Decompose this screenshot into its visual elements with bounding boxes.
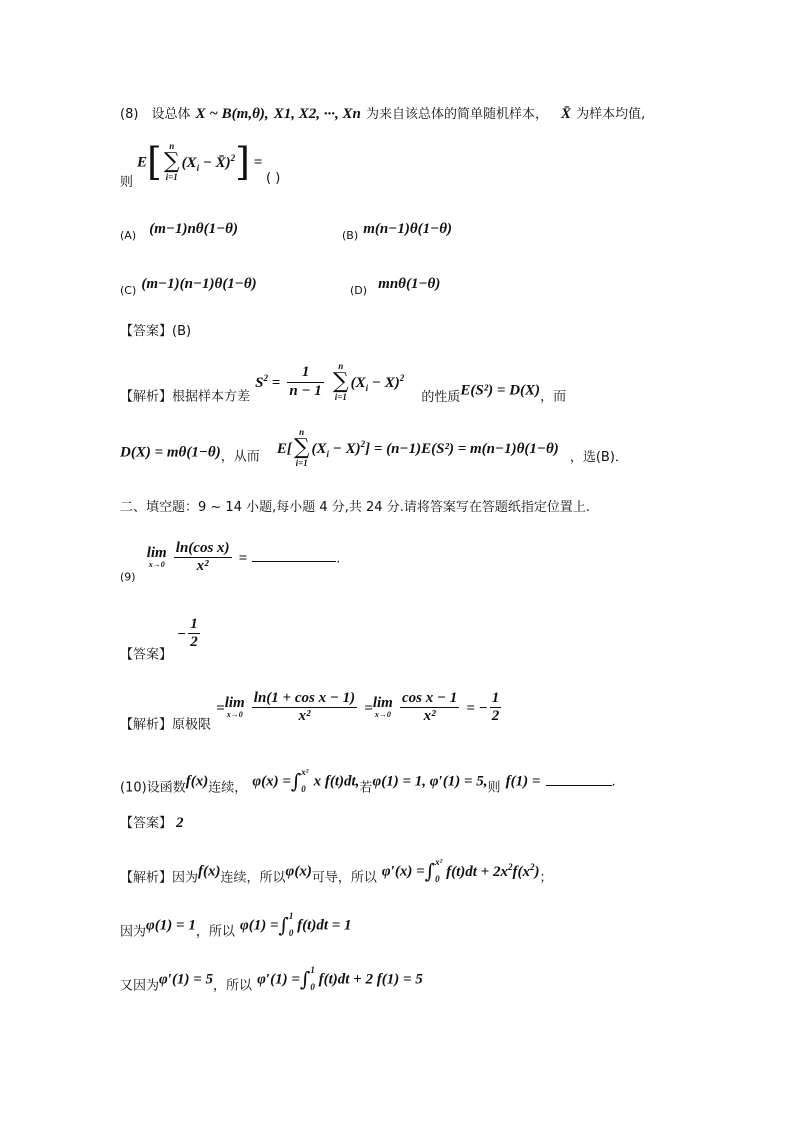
q8-sample-variance: $S^2$ = $\frac{1}{n - 1}$ n ∑ i=1 $(X_i - X)^2$ <box>255 361 405 402</box>
q8-math-sample: X1, X2, ···, Xn <box>273 106 361 122</box>
q10-stem: $_{(10)设函数}f(x)_{连续,}$ φ(x) =∫ x² 0 x $f(t)dt,_若\varphi(1) = 1$, $\varphi'(1) = 5,_则$ f(1) = . <box>120 767 616 796</box>
q8-option-d: $_{(D)}$ mnθ(1−θ) <box>350 276 441 297</box>
q10-answer: 【答案】 2 <box>120 815 184 831</box>
section-heading: 二、填空题：9 ~ 14 小题,每小题 4 分,共 24 分.请将答案写在答题纸指定位置上. <box>120 500 590 515</box>
q10-analysis-2: $_{因为}\varphi(1) = 1_{,所以}$ φ(1) =∫ 1 0 f(t)dt = 1 <box>120 911 352 940</box>
q10-answer-blank <box>546 785 612 786</box>
q8-option-c: $_{(C)}$ (m−1)(n−1)θ(1−θ) <box>120 276 257 297</box>
q8-text-a: 设总体 <box>151 107 191 122</box>
q9-analysis: $_{【解析】原极限}$ =lim x→0 $\frac{\text{ln(1 + cos x − 1)}}{\text{x²}}$ =lim x→0 $\frac{\text{cos x − 1}}{\text{x²}}$ = − $\frac{1}{2}$ <box>120 690 500 733</box>
q8-text-c: 为样本均值, <box>576 107 646 122</box>
q8-expectation: E[ n ∑ i=1 ($X_i$ − X̄)$^2$] = <box>137 140 263 184</box>
q8-number: (8) <box>120 107 139 122</box>
q8-option-a: $_{(A)}$ (m−1)nθ(1−θ) <box>120 221 238 242</box>
q8-ze: 则 <box>120 175 134 190</box>
q8-option-b: $_{(B)}$ m(n−1)θ(1−θ) <box>342 221 452 242</box>
q8-analysis-1: $_{【解析】根据样本方差}$ $S^2$ = $\frac{1}{n - 1}$ n ∑ i=1 $(X_i - X)^2$ $_{的性质}E(S^2) = D(X)_{,而}$ <box>120 361 567 405</box>
q8-chain: E[ n ∑ i=1 $(X_i - X)^2] = (n-1)E(S^2) = m(n-1)\theta(1-\theta)$ <box>276 427 559 468</box>
q10-analysis-3: $_{又因为}\varphi'(1) = 5_{,所以}$ φ′(1) =∫ 1 0 f(t)dt + 2 f(1) = 5 <box>120 965 423 994</box>
q8-math-mean: X̄ <box>561 106 572 122</box>
q9-answer-blank <box>252 561 336 562</box>
q8-paren: ( ) <box>266 171 281 186</box>
q10-analysis-1: $_{【解析】因为}f(x)_{连续,所以}\varphi(x)_{可导,所以}$ φ′(x) =∫ x² 0 $f(t)dt + 2x^2f(x^2)_;$ <box>120 857 553 886</box>
q8-answer: 【答案】(B) <box>120 324 192 339</box>
q9-answer: $_{【答案】}$ − $\frac{1}{2}$ <box>120 616 198 663</box>
q8-text-b: 为来自该总体的简单随机样本， <box>365 107 548 122</box>
q8-stem <box>120 103 645 123</box>
q8-analysis-2: $D(X) = m\theta(1-\theta)_{,从而}$ E[ n ∑ i=1 $(X_i - X)^2] = (n-1)E(S^2) = m(n-1)\theta(1-\theta)$ $_{,选(B).}$ <box>120 427 628 468</box>
q9-stem: $_{(9)}$ lim x→0 $\frac{\text{ln(cos x)}}{\text{x²}}$ = . <box>120 540 341 584</box>
q8-math-dist: X ~ B(m,θ), <box>195 106 269 122</box>
